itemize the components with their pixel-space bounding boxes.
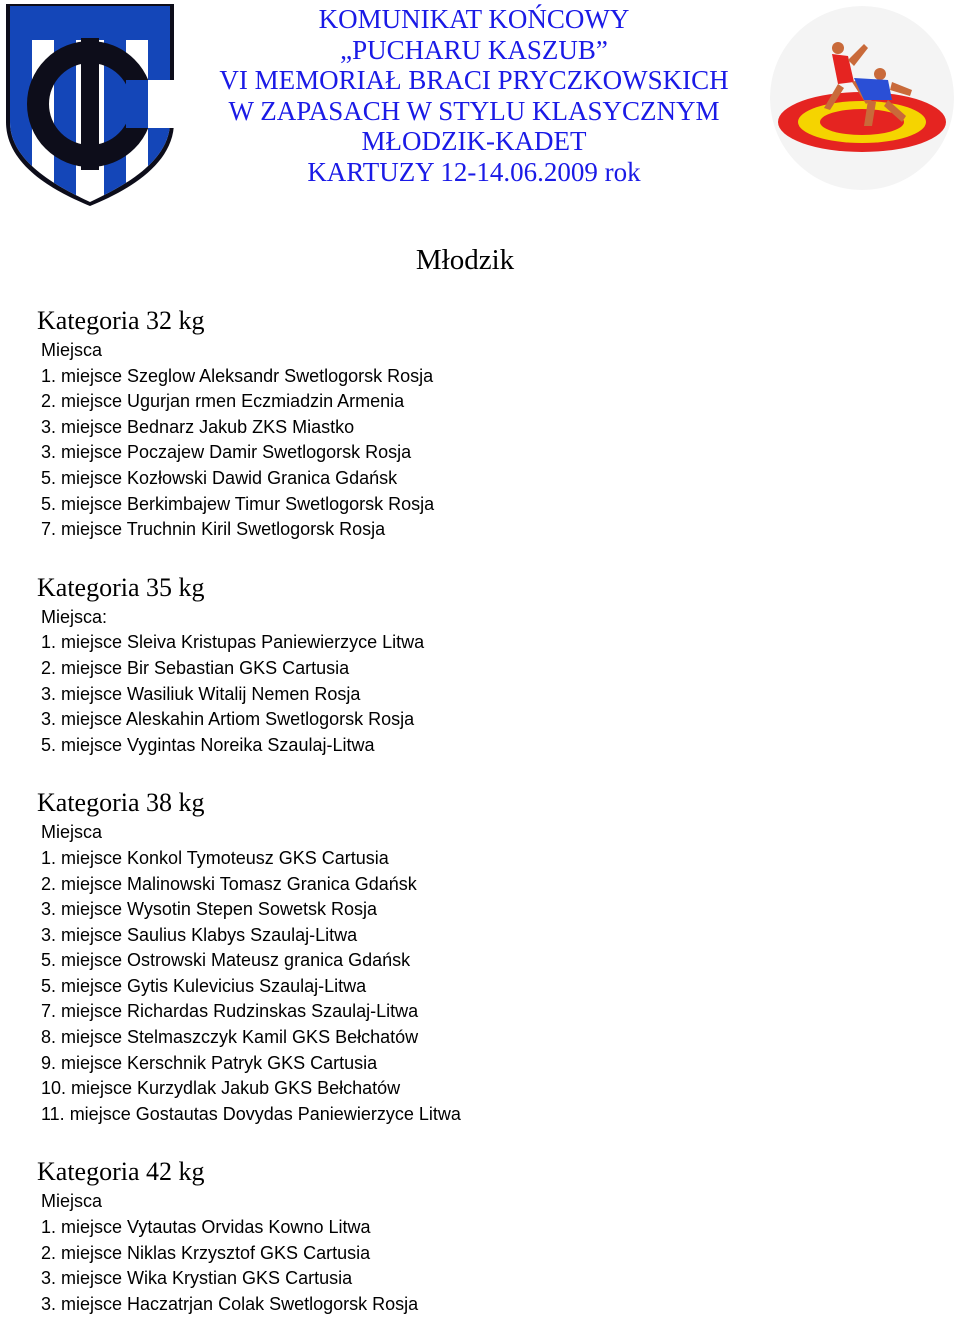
- list-item: 1. miejsce Konkol Tymoteusz GKS Cartusia: [41, 847, 389, 868]
- category-title: Kategoria 42 kg: [37, 1157, 205, 1187]
- list-item: 5. miejsce Gytis Kulevicius Szaulaj-Litwa: [41, 975, 367, 996]
- list-item: 11. miejsce Gostautas Dovydas Paniewierzyce Litwa: [41, 1103, 461, 1124]
- club-shield-logo: [2, 2, 178, 207]
- document-header: [180, 4, 768, 187]
- header-line-5: MŁODZIK-KADET: [361, 126, 587, 156]
- list-item: 5. miejsce Vygintas Noreika Szaulaj-Litwa: [41, 734, 375, 755]
- list-item: 9. miejsce Kerschnik Patryk GKS Cartusia: [41, 1052, 378, 1073]
- category-35kg: [37, 573, 917, 759]
- wrestling-mat-logo: [768, 4, 956, 192]
- places-label: Miejsca:: [41, 606, 108, 627]
- category-title: Kategoria 35 kg: [37, 572, 205, 602]
- results-content: [37, 306, 917, 1317]
- list-item: 1. miejsce Vytautas Orvidas Kowno Litwa: [41, 1217, 371, 1238]
- list-item: 2. miejsce Ugurjan rmen Eczmiadzin Armenia: [41, 391, 405, 412]
- category-42kg: [37, 1157, 917, 1317]
- category-title: Kategoria 38 kg: [37, 788, 205, 818]
- list-item: 3. miejsce Wysotin Stepen Sowetsk Rosja: [41, 899, 377, 920]
- list-item: 10. miejsce Kurzydlak Jakub GKS Bełchatów: [41, 1078, 401, 1099]
- places-label: Miejsca: [41, 822, 103, 843]
- header-line-4: W ZAPASACH W STYLU KLASYCZNYM: [228, 95, 720, 126]
- category-38kg: [37, 788, 917, 1127]
- list-item: 8. miejsce Stelmaszczyk Kamil GKS Bełchatów: [41, 1027, 419, 1048]
- list-item: 3. miejsce Wasiliuk Witalij Nemen Rosja: [41, 683, 361, 704]
- list-item: 3. miejsce Wika Krystian GKS Cartusia: [41, 1268, 353, 1289]
- header-line-1: KOMUNIKAT KOŃCOWY: [318, 4, 630, 34]
- category-32kg: [37, 306, 917, 543]
- places-label: Miejsca: [41, 340, 103, 360]
- list-item: 2. miejsce Bir Sebastian GKS Cartusia: [41, 657, 350, 678]
- list-item: 3. miejsce Poczajew Damir Swetlogorsk Rosja: [41, 442, 412, 463]
- category-title: Kategoria 32 kg: [37, 306, 205, 335]
- list-item: 2. miejsce Malinowski Tomasz Granica Gdańsk: [41, 873, 417, 894]
- list-item: 3. miejsce Aleskahin Artiom Swetlogorsk Rosja: [41, 709, 415, 730]
- list-item: 3. miejsce Saulius Klabys Szaulaj-Litwa: [41, 924, 358, 945]
- list-item: 1. miejsce Szeglow Aleksandr Swetlogorsk Rosja: [41, 365, 434, 386]
- list-item: 1. miejsce Sleiva Kristupas Paniewierzyce Litwa: [41, 632, 425, 653]
- header-line-3: VI MEMORIAŁ BRACI PRYCZKOWSKICH: [219, 65, 729, 95]
- list-item: 5. miejsce Berkimbajew Timur Swetlogorsk Rosja: [41, 493, 435, 514]
- header-line-6: KARTUZY 12-14.06.2009 rok: [307, 156, 641, 187]
- list-item: 7. miejsce Truchnin Kiril Swetlogorsk Rosja: [41, 519, 386, 540]
- places-label: Miejsca: [41, 1191, 103, 1212]
- header-line-2: „PUCHARU KASZUB”: [340, 34, 608, 65]
- list-item: 3. miejsce Bednarz Jakub ZKS Miastko: [41, 416, 355, 437]
- list-item: 5. miejsce Kozłowski Dawid Granica Gdańsk: [41, 467, 398, 488]
- list-item: 3. miejsce Haczatrjan Colak Swetlogorsk Rosja: [41, 1293, 419, 1314]
- list-item: 7. miejsce Richardas Rudzinskas Szaulaj-Litwa: [41, 1001, 419, 1022]
- list-item: 2. miejsce Niklas Krzysztof GKS Cartusia: [41, 1242, 371, 1263]
- section-title: Młodzik: [415, 244, 515, 276]
- list-item: 5. miejsce Ostrowski Mateusz granica Gdańsk: [41, 950, 411, 971]
